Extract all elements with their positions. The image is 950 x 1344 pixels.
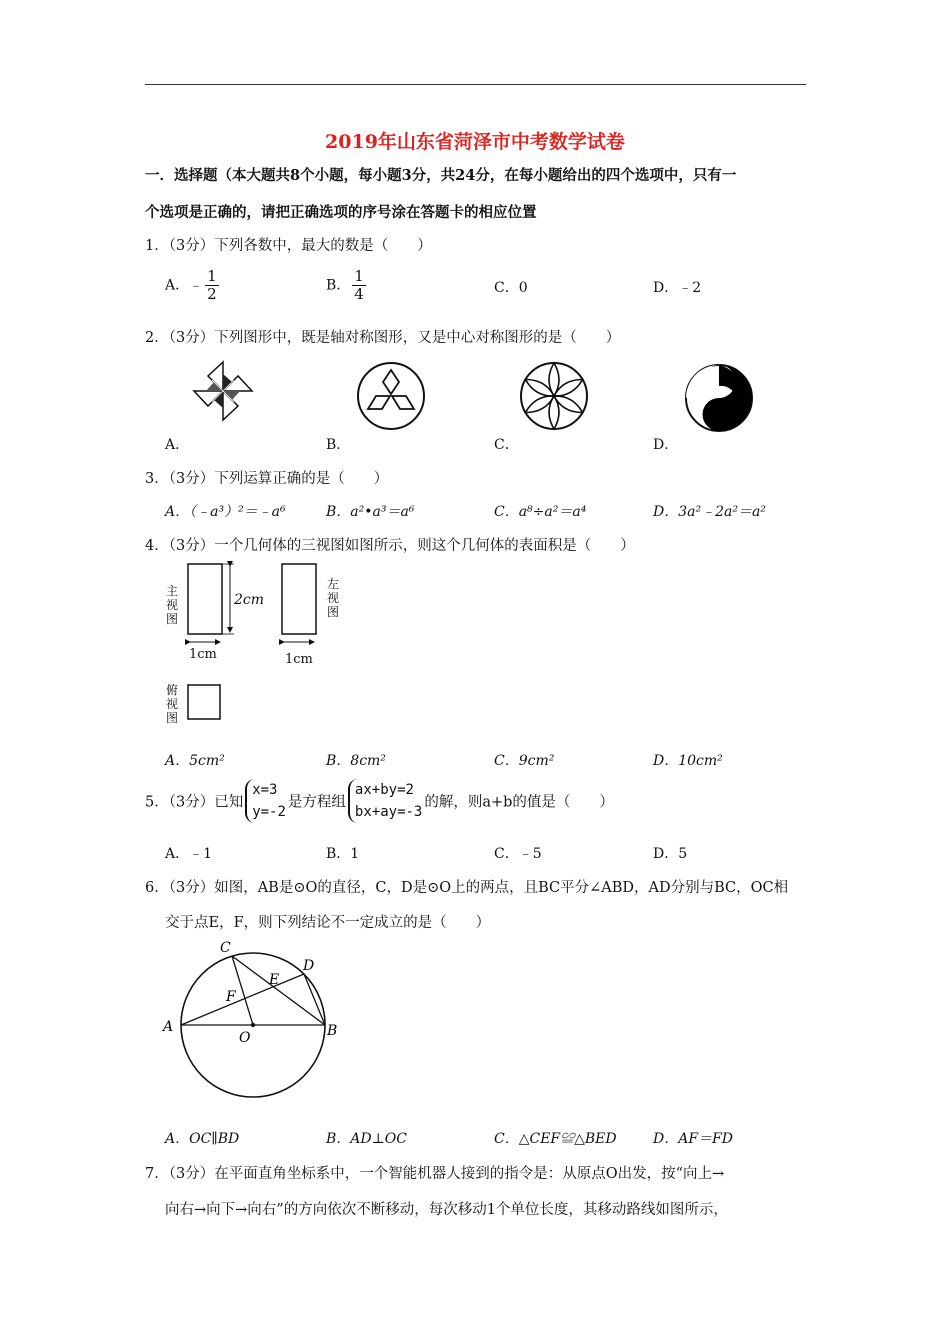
q4-option-c: C．9cm² — [494, 753, 555, 769]
q5-option-a: A．﹣1 — [165, 846, 213, 862]
circle-geometry-figure — [160, 936, 350, 1116]
header-rule — [145, 84, 806, 85]
question-5-stem: 5．（3分）已知 x=3 y=-2 是方程组 ax+by=2 bx+ay=-3 的解，则a+b的值是（ ） — [145, 779, 614, 823]
q6-option-c: C．△CEF≌△BED — [494, 1131, 617, 1147]
point-o-label: O — [239, 1030, 251, 1046]
pinwheel-figure — [192, 360, 254, 422]
q5-option-c: C．﹣5 — [494, 846, 542, 862]
q4-option-d: D．10cm² — [653, 753, 723, 769]
q2-option-d: D． — [653, 437, 679, 453]
point-e-label: E — [269, 972, 280, 988]
q1-option-c: C．0 — [494, 280, 528, 296]
point-c-label: C — [220, 940, 231, 956]
q1-option-d: D．﹣2 — [653, 280, 702, 296]
front-view-label: 主视图 — [165, 584, 178, 626]
point-d-label: D — [303, 958, 315, 974]
q5-option-b: B．1 — [326, 846, 360, 862]
q4-option-a: A．5cm² — [165, 753, 225, 769]
q5-option-d: D．5 — [653, 846, 688, 862]
height-dimension-label: 2cm — [234, 592, 265, 608]
point-a-label: A — [163, 1019, 174, 1035]
q6-option-d: D．AF＝FD — [653, 1131, 733, 1147]
q3-option-a: A．（﹣a³）²＝﹣a⁶ — [165, 504, 286, 520]
question-4-stem: 4．（3分）一个几何体的三视图如图所示，则这个几何体的表面积是（ ） — [145, 538, 635, 554]
equation-system: ax+by=2 bx+ay=-3 — [348, 779, 422, 823]
q2-option-c: C． — [494, 437, 519, 453]
question-7-line1: 7．（3分）在平面直角坐标系中，一个智能机器人接到的指令是：从原点O出发，按“向上→ — [145, 1166, 725, 1182]
q3-option-d: D．3a²﹣2a²＝a² — [653, 504, 766, 520]
solution-system: x=3 y=-2 — [245, 779, 286, 823]
question-2-stem: 2．（3分）下列图形中，既是轴对称图形，又是中心对称图形的是（ ） — [145, 330, 621, 346]
question-1-stem: 1．（3分）下列各数中，最大的数是（ ） — [145, 238, 432, 254]
q6-option-a: A．OC∥BD — [165, 1131, 240, 1147]
point-f-label: F — [226, 989, 236, 1005]
question-3-stem: 3．（3分）下列运算正确的是（ ） — [145, 471, 389, 487]
circle-flower-figure — [518, 360, 590, 432]
q1-option-b: B． $\frac{1}{4}$ — [326, 267, 364, 303]
circle-three-rhombus-figure — [355, 360, 427, 432]
three-view-figure — [180, 558, 350, 728]
left-view-label: 左视图 — [326, 577, 339, 619]
question-7-line2: 向右→向下→向右”的方向依次不断移动，每次移动1个单位长度，其移动路线如图所示， — [165, 1202, 728, 1218]
q1-option-a: A．﹣ $\frac{1}{2}$ — [165, 267, 217, 303]
point-b-label: B — [327, 1023, 338, 1039]
top-view-label: 俯视图 — [165, 683, 178, 725]
exam-title: 2019年山东省菏泽市中考数学试卷 — [325, 131, 625, 153]
question-6-line2: 交于点E，F，则下列结论不一定成立的是（ ） — [165, 915, 491, 931]
section-heading-line1: 一．选择题（本大题共8个小题，每小题3分，共24分，在每小题给出的四个选项中，只有一 — [145, 167, 737, 184]
q3-option-c: C．a⁸÷a²＝a⁴ — [494, 504, 587, 520]
q4-option-b: B．8cm² — [326, 753, 386, 769]
section-heading-line2: 个选项是正确的，请把正确选项的序号涂在答题卡的相应位置 — [145, 204, 537, 221]
q6-option-b: B．AD⊥OC — [326, 1131, 407, 1147]
yin-yang-like-figure — [683, 362, 755, 434]
q3-option-b: B．a²•a³＝a⁶ — [326, 504, 415, 520]
q2-option-b: B． — [326, 437, 351, 453]
question-6-line1: 6．（3分）如图，AB是⊙O的直径，C，D是⊙O上的两点，且BC平分∠ABD，AD分别与BC，OC相 — [145, 880, 789, 896]
q1-a-fraction: $\frac{1}{2}$ — [207, 267, 217, 303]
q1-b-fraction: $\frac{1}{4}$ — [354, 267, 364, 303]
front-width-label: 1cm — [189, 647, 217, 662]
q2-option-a: A． — [165, 437, 190, 453]
left-width-label: 1cm — [285, 652, 313, 667]
